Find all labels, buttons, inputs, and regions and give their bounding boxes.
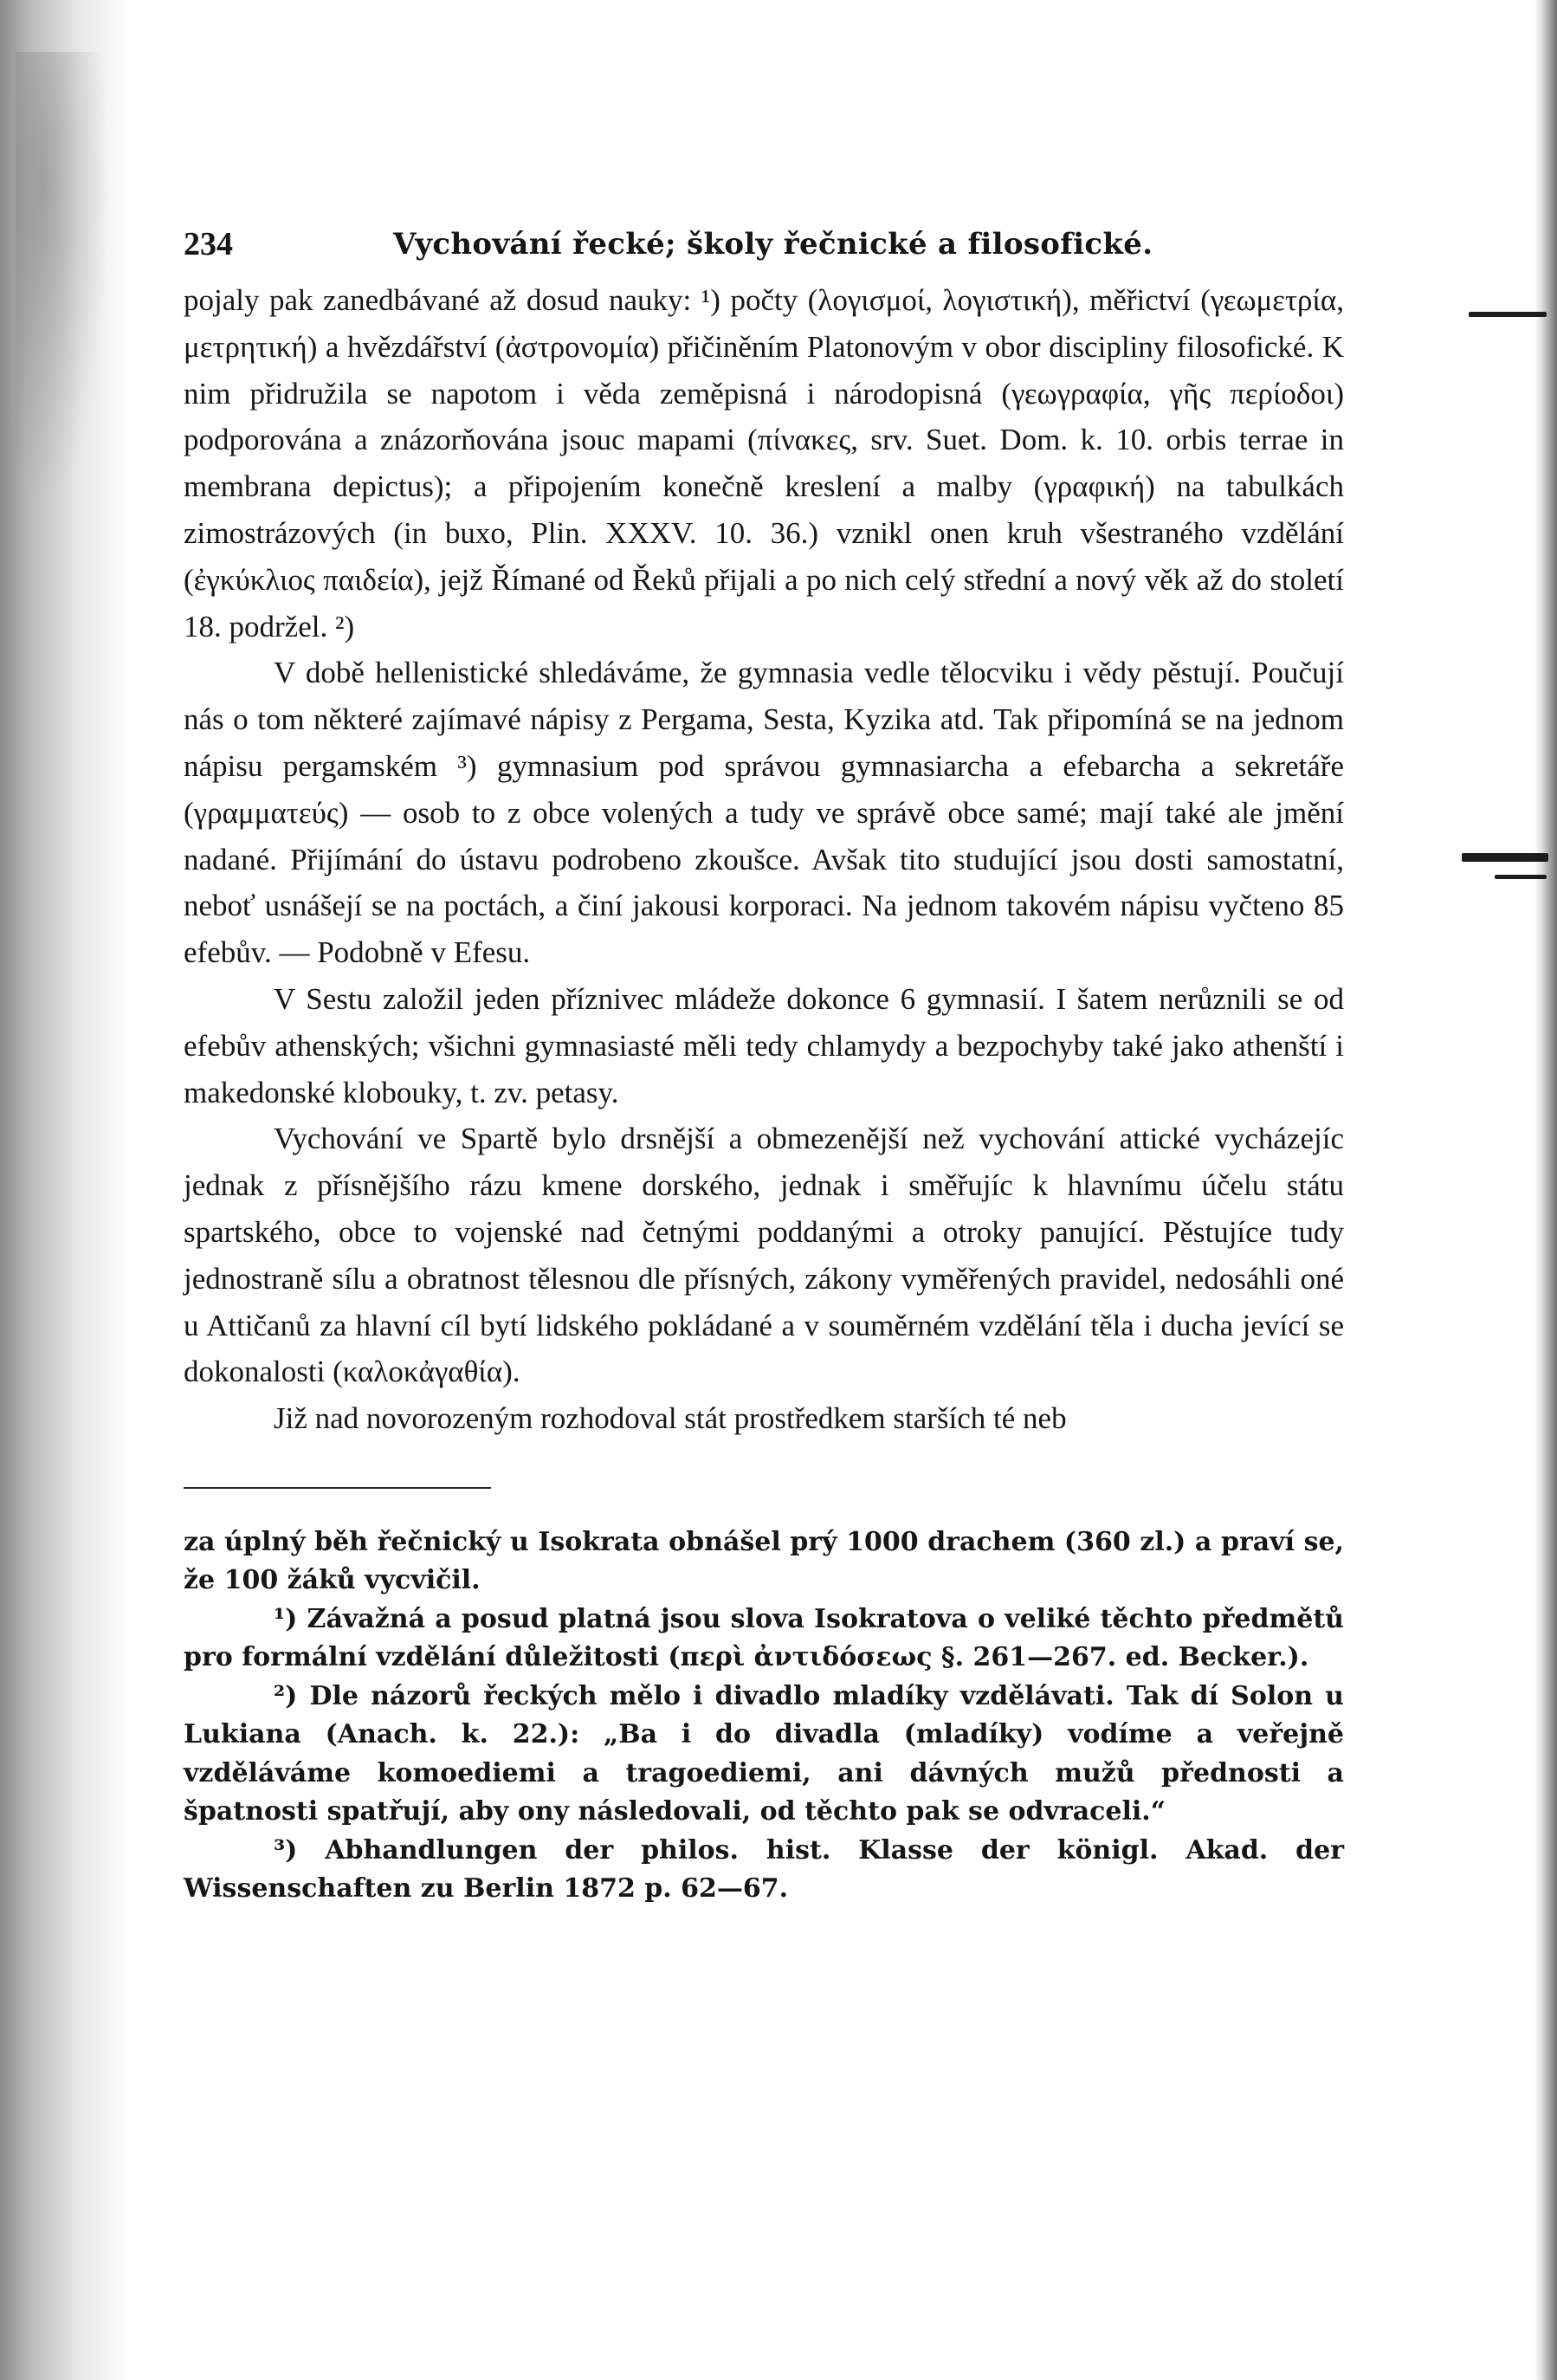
page-tab-marker (1495, 875, 1547, 879)
page-tab-marker (1462, 853, 1548, 862)
scan-stain (16, 52, 111, 502)
footnote-continuation: za úplný běh řečnický u Isokrata obnášel prý 1000 drachem (360 zl.) a praví se, že 100 žáků vycvičil. (184, 1526, 1344, 1596)
page-tab-marker (1469, 312, 1547, 317)
footnote-divider (184, 1487, 491, 1489)
footnote: ²) Dle názorů řeckých mělo i divadlo mladíky vzdělávati. Tak dí Solon u Lukiana (Anach. k. 22.): „Ba i do divadla (mladíky) vodíme a veřejně vzděláváme komoediemi a tragoediemi, ani dávných mužů přednosti a špatnosti spatřují, aby ony následovali, od těchto pak se odvraceli.“ (184, 1680, 1344, 1827)
chapter-title: Vychování řecké; školy řečnické a filosofické. (393, 227, 1153, 262)
running-head (184, 217, 1344, 277)
footnotes (184, 1523, 1344, 1909)
footnote: ³) Abhandlungen der philos. hist. Klasse der königl. Akad. der Wissenschaften zu Berlin 1872 p. 62—67. (184, 1834, 1344, 1905)
paragraph: Již nad novorozeným rozhodoval stát prostředkem starších té neb (274, 1401, 1067, 1436)
body-text (184, 277, 1344, 1442)
page-number: 234 (184, 226, 233, 262)
paragraph: V Sestu založil jeden příznivec mládeže dokonce 6 gymnasií. I šatem nerůznili se od efebův athenských; všichni gymnasiasté měli tedy chlamydy a bezpochyby také jako athenští i makedonské klobouky, t. zv. petasy. (184, 981, 1344, 1109)
paragraph: V době hellenistické shledáváme, že gymnasia vedle tělocviku i vědy pěstují. Poučují nás o tom některé zajímavé nápisy z Pergama, Sesta, Kyzika atd. Tak připomíná se na jednom nápisu pergamském ³) gymnasium pod správou gymnasiarcha a efebarcha a sekretáře (γραμματεύς) — osob to z obce volených a tudy ve správě obce samé; mají také ale jmění nadané. Přijímání do ústavu podrobeno zkoušce. Avšak tito studující jsou dosti samostatní, neboť usnášejí se na poctách, a činí jakousi korporaci. Na jednom takovém nápisu vyčteno 85 efebův. — Podobně v Efesu. (184, 656, 1344, 970)
paragraph: Vychování ve Spartě bylo drsnější a obmezenější než vychování attické vycházejíc jednak z přísnějšího rázu kmene dorského, jednak i směřujíc k hlavnímu účelu státu spartského, obce to vojenské nad četnými poddanými a otroky panující. Pěstujíce tudy jednostraně sílu a obratnost tělesnou dle přísných, zákony vyměřených pravidel, nedosáhli oné u Attičanů za hlavní cíl bytí lidského pokládané a v souměrném vzdělání těla i ducha jevící se dokonalosti (καλοκἀγαθία). (184, 1122, 1344, 1389)
scan-shadow-right (1534, 0, 1557, 2380)
footnote: ¹) Závažná a posud platná jsou slova Isokratova o veliké těchto předmětů pro formální vzdělání důležitosti (περὶ ἀντιδόσεως §. 261—267. ed. Becker.). (184, 1603, 1344, 1673)
book-page (184, 217, 1344, 1909)
paragraph: pojaly pak zanedbávané až dosud nauky: ¹) počty (λογισμοί, λογιστική), měřictví (γεωμετρία, μετρητική) a hvězdářství (ἀστρονομία) přičiněním Platonovým v obor discipliny filosofické. K nim přidružila se napotom i věda zeměpisná i národopisná (γεωγραφία, γῆς περίοδοι) podporována a znázorňována jsouc mapami (πίνακες, srv. Suet. Dom. k. 10. orbis terrae in membrana depictus); a připojením konečně kreslení a malby (γραφική) na tabulkách zimostrázových (in buxo, Plin. XXXV. 10. 36.) vznikl onen kruh všestraného vzdělání (ἐγκύκλιος παιδεία), jejž Římané od Řeků přijali a po nich celý střední a nový věk až do století 18. podržel. ²) (184, 283, 1344, 644)
